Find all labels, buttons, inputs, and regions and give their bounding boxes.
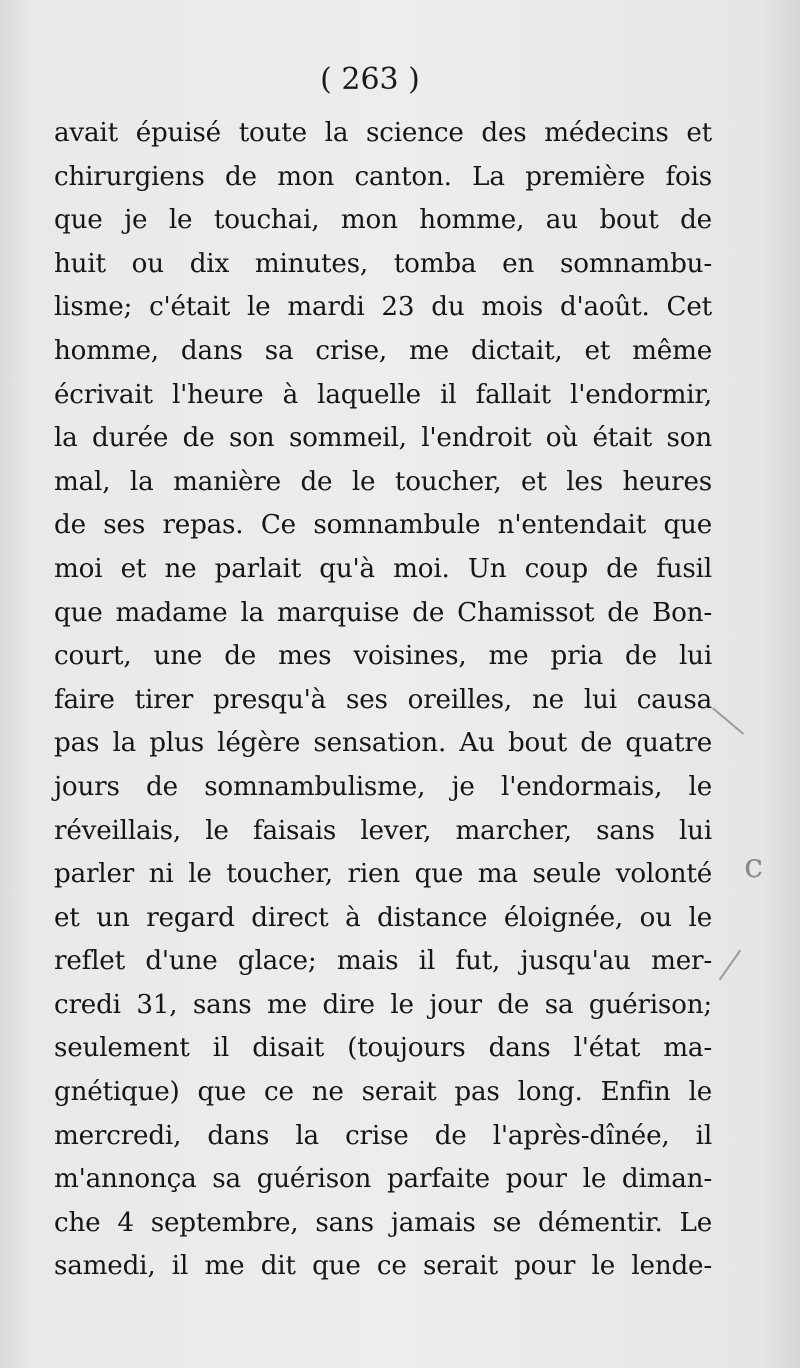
text-line: chirurgiens de mon canton. La première fois xyxy=(54,161,712,192)
margin-mark: c xyxy=(744,846,764,886)
text-line: parler ni le toucher, rien que ma seule volonté xyxy=(54,859,712,890)
page-number: ( 263 ) xyxy=(320,62,420,97)
text-line: écrivait l'heure à laquelle il fallait l'endormir, xyxy=(54,379,712,410)
text-line: credi 31, sans me dire le jour de sa guérison; xyxy=(54,989,712,1020)
text-line: faire tirer presqu'à ses oreilles, ne lui causa xyxy=(54,684,712,715)
text-line: huit ou dix minutes, tomba en somnambu- xyxy=(54,248,712,279)
text-line: samedi, il me dit que ce serait pour le lende- xyxy=(54,1251,712,1282)
text-line: mercredi, dans la crise de l'après-dînée, il xyxy=(54,1120,712,1151)
text-line: reflet d'une glace; mais il fut, jusqu'au mer- xyxy=(54,946,712,977)
text-line: que je le touchai, mon homme, au bout de xyxy=(54,205,712,236)
text-line: pas la plus légère sensation. Au bout de quatre xyxy=(54,728,712,759)
body-text xyxy=(54,112,712,1289)
text-line: avait épuisé toute la science des médecins et xyxy=(54,118,712,148)
text-line: seulement il disait (toujours dans l'état ma- xyxy=(54,1033,712,1064)
text-line: de ses repas. Ce somnambule n'entendait que xyxy=(54,510,712,541)
text-line: et un regard direct à distance éloignée, ou le xyxy=(54,902,712,933)
text-line: che 4 septembre, sans jamais se démentir. Le xyxy=(54,1207,712,1238)
text-line: court, une de mes voisines, me pria de lui xyxy=(54,641,712,672)
text-line: réveillais, le faisais lever, marcher, sans lui xyxy=(54,815,712,846)
text-line: jours de somnambulisme, je l'endormais, le xyxy=(54,771,712,802)
margin-stroke xyxy=(719,950,741,981)
text-line: moi et ne parlait qu'à moi. Un coup de fusil xyxy=(54,553,712,584)
text-line: homme, dans sa crise, me dictait, et même xyxy=(54,335,712,366)
margin-stroke xyxy=(712,707,744,734)
text-line: m'annonça sa guérison parfaite pour le diman- xyxy=(54,1164,712,1195)
text-line: mal, la manière de le toucher, et les heures xyxy=(54,466,712,497)
text-line: lisme; c'était le mardi 23 du mois d'août. Cet xyxy=(54,292,712,323)
text-line: gnétique) que ce ne serait pas long. Enfin le xyxy=(54,1077,712,1108)
text-line: que madame la marquise de Chamissot de Bon- xyxy=(54,597,712,628)
text-line: la durée de son sommeil, l'endroit où était son xyxy=(54,423,712,454)
